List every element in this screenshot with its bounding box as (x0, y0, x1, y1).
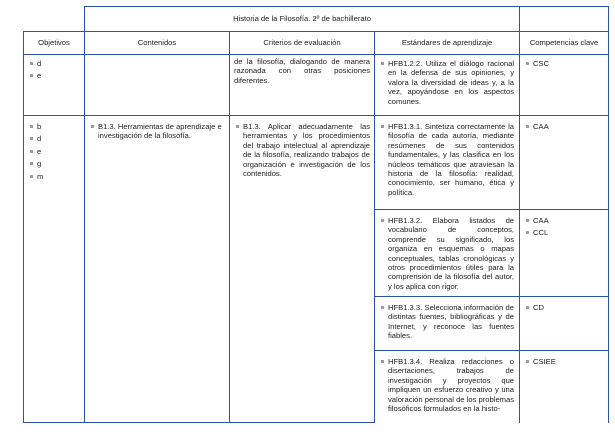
objetivo-item: d (28, 134, 80, 143)
estandar-text: HFB1.3.3. Selecciona información de distintas fuentes, bibliográficas y de Internet, y reconoce las fuentes fiables. (379, 303, 514, 341)
estandar-cell (375, 351, 520, 423)
criterio-cell: de la filosofía, dialogando de manera razonada con otras posiciones diferentes. (230, 55, 375, 116)
estandar-cell (375, 297, 520, 351)
objetivo-item: b (28, 122, 80, 131)
competencias-cell (520, 297, 609, 351)
criterio-text: B1.3. Aplicar adecuadamente las herramientas y los procedimientos del trabajo intelectual al aprendizaje de la filosofía, realizando trabajos de organización e investigación de los contenidos. (234, 122, 370, 178)
header-estandares: Estándares de aprendizaje (375, 32, 520, 55)
competencia-item: CCL (524, 228, 604, 237)
competencia-item: CAA (524, 216, 604, 225)
curriculum-table (23, 6, 609, 423)
competencias-cell (520, 210, 609, 297)
contenido-cell (85, 116, 230, 423)
objetivo-item: m (28, 172, 80, 181)
criterio-cell (230, 116, 375, 423)
contenido-cell (85, 55, 230, 116)
contenido-text: B1.3. Herramientas de aprendizaje e investigación de la filosofía. (89, 122, 225, 141)
objetivo-item: e (28, 147, 80, 156)
table-row (24, 116, 609, 210)
competencia-item: CD (524, 303, 604, 312)
table-title: Historia de la Filosofía. 2º de bachillerato (85, 7, 520, 32)
objetivo-item: e (28, 71, 80, 80)
objetivos-cell (24, 55, 85, 116)
estandar-cell (375, 210, 520, 297)
objetivo-item: g (28, 159, 80, 168)
estandar-text: HFB1.3.2. Elabora listados de vocabulario de conceptos, comprende su significado, los organiza en esquemas o mapas conceptuales, tablas cronológicas y otros procedimientos útiles para la comprensión de la filosofía del autor, y los aplica con rigor. (379, 216, 514, 291)
table-row (24, 55, 609, 116)
competencia-item: CAA (524, 122, 604, 131)
estandar-text: HFB1.3.4. Realiza redacciones o disertaciones, trabajos de investigación y proyectos que impliquen un esfuerzo creativo y una valoración personal de los problemas filosóficos formulados en la histo- (379, 357, 514, 413)
competencia-item: CSIEE (524, 357, 604, 366)
estandar-text: HFB1.2.2. Utiliza el diálogo racional en la defensa de sus opiniones, y valora la diversidad de ideas y, a la vez, apoyándose en los aspectos comunes. (379, 59, 514, 106)
header-criterios: Criterios de evaluación (230, 32, 375, 55)
empty-corner (24, 7, 85, 32)
estandar-text: HFB1.3.1. Sintetiza correctamente la filosofía de cada autoría, mediante resúmenes de sus contenidos fundamentales, y las clasifica en los núcleos temáticos que atraviesan la historia de la filosofía: realidad, conocimiento, ser humano, ética y política. (379, 122, 514, 197)
competencias-cell (520, 116, 609, 210)
objetivos-cell (24, 116, 85, 423)
header-competencias: Competencias clave (520, 32, 609, 55)
header-objetivos: Objetivos (24, 32, 85, 55)
estandar-cell (375, 116, 520, 210)
header-contenidos: Contenidos (85, 32, 230, 55)
objetivo-item: d (28, 59, 80, 68)
empty-title-cell (520, 7, 609, 32)
competencia-item: CSC (524, 59, 604, 68)
estandar-cell (375, 55, 520, 116)
competencias-cell (520, 55, 609, 116)
competencias-cell (520, 351, 609, 423)
